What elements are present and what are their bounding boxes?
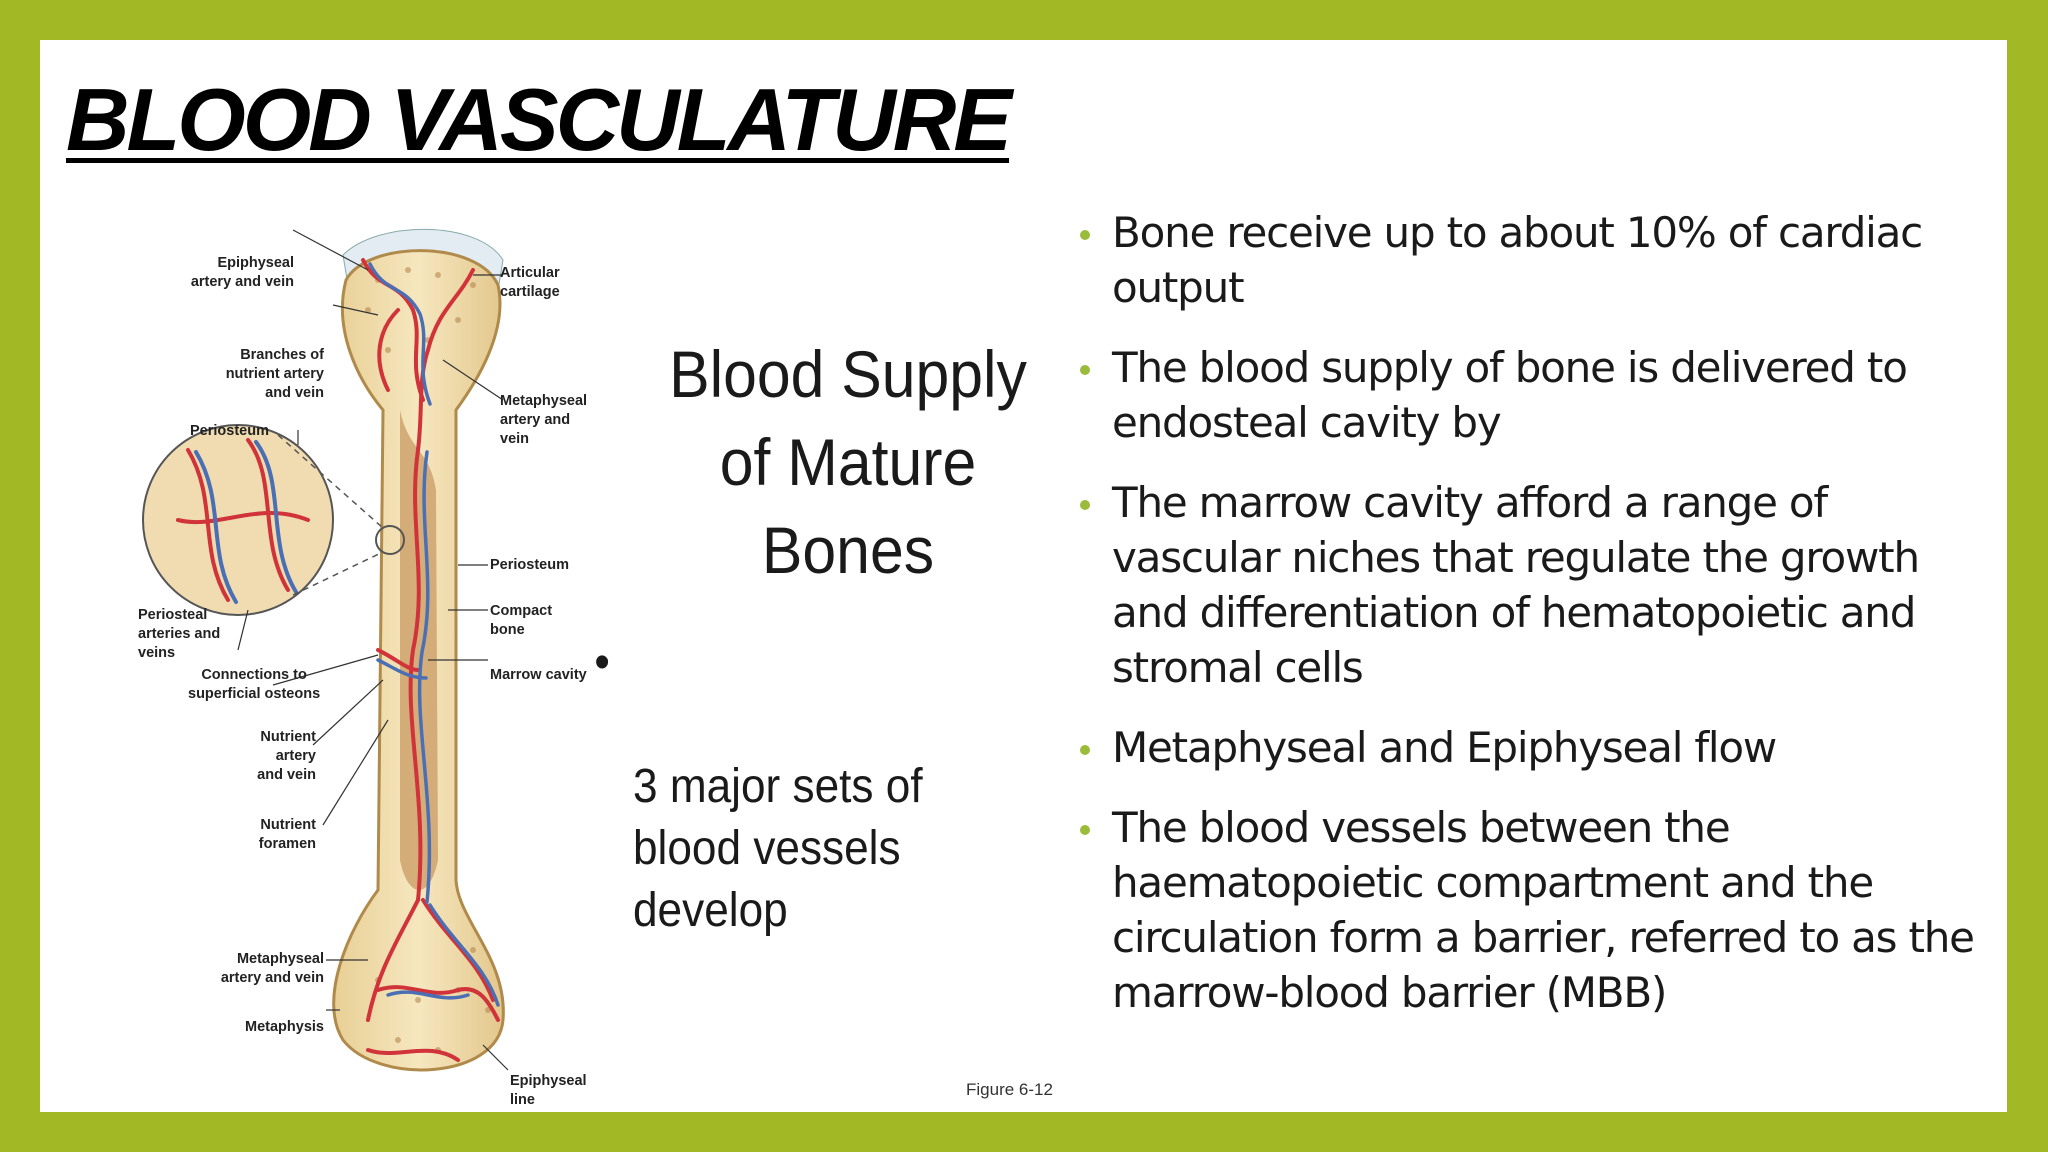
bullet-item <box>1080 475 1985 695</box>
label-connections: Connections to superficial osteons <box>188 667 321 702</box>
label-marrow-cavity: Marrow cavity <box>490 667 587 683</box>
label-metaphyseal-upper: Metaphyseal artery and vein <box>500 393 588 447</box>
label-compact-bone: Compact bone <box>490 603 553 638</box>
label-metaphysis: Metaphysis <box>245 1019 324 1035</box>
label-periosteum-left: Periosteum <box>190 423 269 439</box>
bullet-list <box>1080 205 1985 1045</box>
slide <box>40 40 2007 1112</box>
bullet-dot-icon <box>1080 365 1090 375</box>
bullet-text: Metaphyseal and Epiphyseal flow <box>1112 723 1777 772</box>
slide-title: BLOOD VASCULATURE <box>66 70 1010 169</box>
bullet-dot-icon <box>1080 745 1090 755</box>
bullet-dot-icon <box>1080 825 1090 835</box>
bullet-text: Bone receive up to about 10% of cardiac output <box>1112 208 1923 312</box>
figure-bullet <box>594 632 1029 942</box>
label-articular-cartilage: Articular cartilage <box>500 265 560 300</box>
bullet-item <box>1080 205 1985 315</box>
bullet-dot-icon: • <box>594 636 610 689</box>
bullet-item <box>1080 340 1985 450</box>
label-epiphyseal-line: Epiphyseal line <box>510 1073 587 1108</box>
label-epiphyseal-artery: Epiphyseal artery and vein <box>190 255 294 290</box>
label-periosteal-arteries: Periosteal arteries and veins <box>138 607 221 661</box>
label-metaphyseal-lower: Metaphyseal artery and vein <box>220 951 324 986</box>
bullet-text: The marrow cavity afford a range of vascular niches that regulate the growth and differentiation of hematopoietic and stromal cells <box>1112 478 1919 692</box>
figure-bullet-text: 3 major sets of blood vessels develop <box>633 760 923 937</box>
bullet-text: The blood vessels between the haematopoietic compartment and the circulation form a barrier, referred to as the marrow-blood barrier (MBB) <box>1112 803 1974 1017</box>
bullet-item <box>1080 720 1985 775</box>
figure-caption: Figure 6-12 <box>966 1080 1053 1099</box>
bullet-dot-icon <box>1080 500 1090 510</box>
bullet-dot-icon <box>1080 230 1090 240</box>
bullet-text: The blood supply of bone is delivered to endosteal cavity by <box>1112 343 1907 447</box>
label-nutrient-artery: Nutrient artery and vein <box>257 729 316 783</box>
bullet-item <box>1080 800 1985 1020</box>
label-nutrient-foramen: Nutrient foramen <box>258 817 316 852</box>
label-branches-nutrient: Branches of nutrient artery and vein <box>225 347 324 401</box>
figure-heading: Blood Supply of Mature Bones <box>669 337 1027 587</box>
bone-blood-supply-figure <box>78 200 1068 1112</box>
label-periosteum-right: Periosteum <box>490 557 569 573</box>
